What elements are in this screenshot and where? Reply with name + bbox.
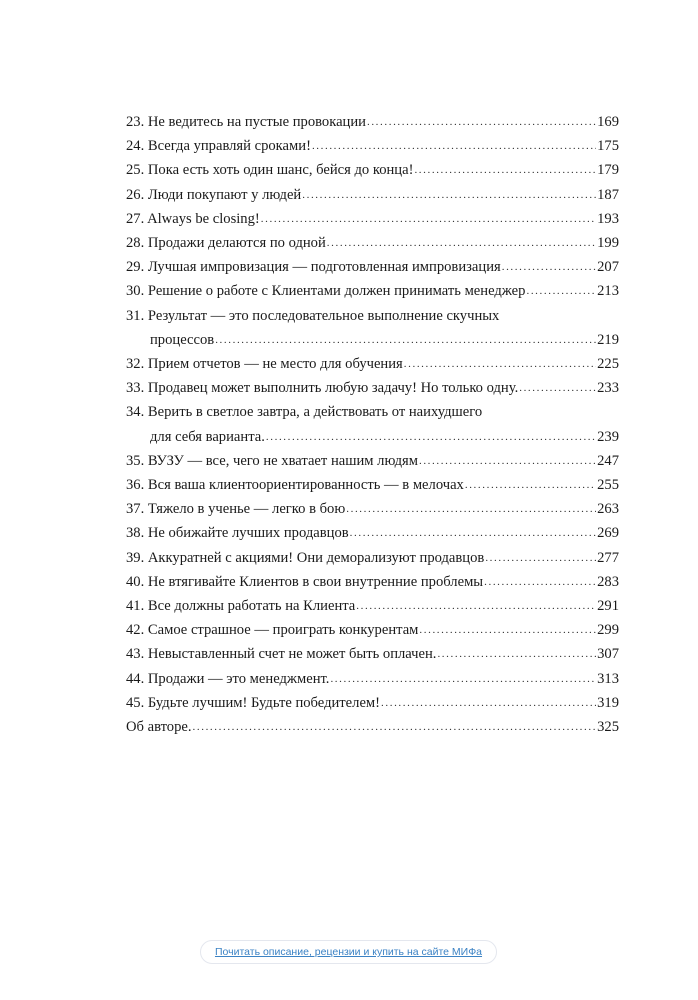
- toc-leader-dots: [419, 618, 596, 642]
- toc-entry-title: 24. Всегда управляй сроками!: [126, 138, 311, 155]
- toc-entry-title-line2: для себя варианта.: [150, 428, 265, 445]
- toc-entry-45: [126, 691, 619, 715]
- toc-entry-title: 26. Люди покупают у людей: [126, 186, 302, 203]
- toc-entry-page: 213: [597, 283, 619, 300]
- toc-entry-page: 193: [597, 210, 619, 227]
- toc-leader-dots: [327, 231, 596, 255]
- toc-entry-23: [126, 110, 619, 134]
- toc-leader-dots: [302, 183, 596, 207]
- toc-entry-page: 207: [597, 259, 619, 276]
- toc-entry-40: [126, 570, 619, 594]
- toc-leader-dots: [350, 521, 596, 545]
- toc-entry-page: 175: [597, 138, 619, 155]
- buy-on-mif-link[interactable]: Почитать описание, рецензии и купить на сайте МИФа: [200, 940, 497, 964]
- toc-leader-dots: [437, 642, 596, 666]
- toc-leader-dots: [404, 352, 596, 376]
- toc-entry-25: [126, 158, 619, 182]
- toc-entry-page: 307: [597, 646, 619, 663]
- toc-leader-dots: [519, 376, 596, 400]
- toc-entry-26: [126, 183, 619, 207]
- toc-entry-title: 32. Прием отчетов — не место для обучения: [126, 356, 403, 373]
- toc-entry-title: 23. Не ведитесь на пустые провокации: [126, 114, 366, 130]
- toc-entry-page: 263: [597, 501, 619, 518]
- toc-leader-dots: [414, 158, 596, 182]
- toc-entry-24: [126, 134, 619, 158]
- toc-entry-page: 325: [597, 719, 619, 736]
- table-of-contents: [126, 110, 619, 739]
- toc-entry-page: 313: [597, 670, 619, 687]
- toc-leader-dots: [502, 255, 596, 279]
- toc-leader-dots: [266, 425, 596, 449]
- toc-leader-dots: [381, 691, 596, 715]
- toc-entry-line2: [126, 425, 619, 449]
- toc-entry-title: 38. Не обижайте лучших продавцов: [126, 525, 349, 542]
- toc-entry-title: 33. Продавец может выполнить любую задачу! Но только одну.: [126, 380, 519, 397]
- toc-entry-page: 199: [597, 235, 619, 252]
- toc-entry-page: 179: [597, 162, 619, 179]
- toc-entry-page: 219: [597, 331, 619, 348]
- toc-entry-title: 41. Все должны работать на Клиента: [126, 598, 356, 615]
- toc-entry-41: [126, 594, 619, 618]
- toc-entry-33: [126, 376, 619, 400]
- toc-entry-title: 45. Будьте лучшим! Будьте победителем!: [126, 694, 381, 711]
- toc-entry-page: 233: [597, 380, 619, 397]
- toc-entry-page: 255: [597, 477, 619, 494]
- toc-entry-39: [126, 546, 619, 570]
- toc-entry-32: [126, 352, 619, 376]
- toc-entry-28: [126, 231, 619, 255]
- toc-entry-title-line1: 34. Верить в светлое завтра, а действовать от наихудшего: [126, 404, 483, 421]
- toc-entry-page: 299: [597, 622, 619, 639]
- toc-entry-title: 43. Невыставленный счет не может быть оплачен.: [126, 646, 437, 663]
- toc-leader-dots: [419, 449, 596, 473]
- toc-leader-dots: [261, 207, 596, 231]
- toc-entry-title: 42. Самое страшное — проиграть конкурентам: [126, 622, 419, 639]
- toc-leader-dots: [312, 134, 596, 158]
- toc-leader-dots: [367, 110, 596, 134]
- toc-entry-page: 187: [597, 186, 619, 203]
- toc-entry-31: [126, 304, 619, 352]
- toc-entry-27: [126, 207, 619, 231]
- toc-entry-page: 291: [597, 598, 619, 615]
- toc-entry-title-line2: процессов: [150, 331, 215, 348]
- toc-entry-page: 247: [597, 452, 619, 469]
- toc-entry-page: 319: [597, 694, 619, 711]
- toc-leader-dots: [215, 328, 596, 352]
- toc-entry-line2: [126, 328, 619, 352]
- toc-entry-title: 37. Тяжело в ученье — легко в бою: [126, 501, 346, 518]
- toc-entry-35: [126, 449, 619, 473]
- toc-entry-44: [126, 667, 619, 691]
- toc-entry-title: 27. Always be closing!: [126, 210, 260, 227]
- toc-entry-38: [126, 521, 619, 545]
- toc-entry-title: 39. Аккуратней с акциями! Они деморализуют продавцов: [126, 549, 485, 566]
- toc-entry-43: [126, 642, 619, 666]
- toc-leader-dots: [465, 473, 596, 497]
- toc-leader-dots: [193, 715, 597, 739]
- toc-entry-page: 239: [597, 428, 619, 445]
- toc-entry-42: [126, 618, 619, 642]
- toc-entry-34: [126, 400, 619, 448]
- toc-entry-title: Об авторе.: [126, 719, 192, 736]
- toc-entry-page: 283: [597, 573, 619, 590]
- toc-entry-37: [126, 497, 619, 521]
- toc-leader-dots: [526, 279, 596, 303]
- toc-entry-page: 169: [597, 114, 619, 130]
- toc-entry-about-author: [126, 715, 619, 739]
- toc-entry-29: [126, 255, 619, 279]
- toc-entry-30: [126, 279, 619, 303]
- toc-entry-36: [126, 473, 619, 497]
- toc-entry-title: 29. Лучшая импровизация — подготовленная импровизация: [126, 259, 501, 276]
- toc-entry-title: 25. Пока есть хоть один шанс, бейся до конца!: [126, 162, 414, 179]
- toc-entry-title: 40. Не втягивайте Клиентов в свои внутренние проблемы: [126, 573, 484, 590]
- toc-entry-title: 35. ВУЗУ — все, чего не хватает нашим людям: [126, 452, 418, 469]
- toc-leader-dots: [346, 497, 596, 521]
- toc-entry-title: 30. Решение о работе с Клиентами должен принимать менеджер: [126, 283, 526, 300]
- toc-leader-dots: [485, 546, 596, 570]
- toc-entry-title: 36. Вся ваша клиентоориентированность — в мелочах: [126, 477, 464, 494]
- toc-entry-title: 28. Продажи делаются по одной: [126, 235, 326, 252]
- toc-entry-page: 277: [597, 549, 619, 566]
- toc-entry-page: 225: [597, 356, 619, 373]
- toc-entry-title-line1: 31. Результат — это последовательное выполнение скучных: [126, 307, 500, 324]
- toc-leader-dots: [330, 667, 596, 691]
- toc-entry-title: 44. Продажи — это менеджмент.: [126, 670, 330, 687]
- toc-leader-dots: [484, 570, 596, 594]
- toc-entry-page: 269: [597, 525, 619, 542]
- toc-leader-dots: [356, 594, 596, 618]
